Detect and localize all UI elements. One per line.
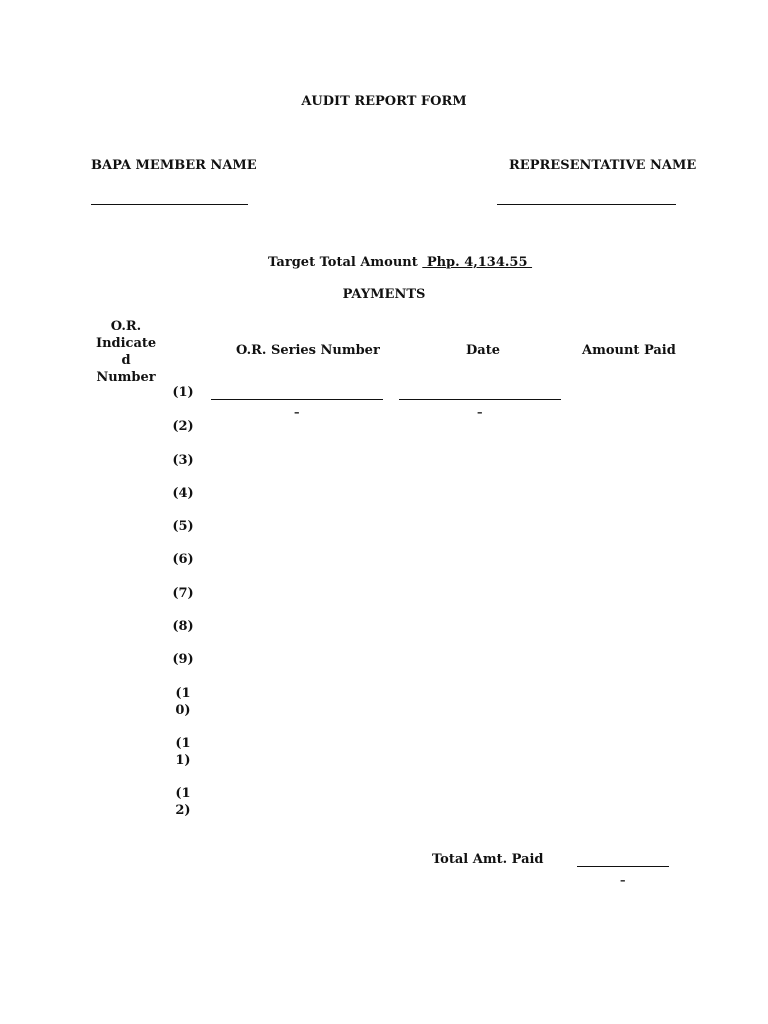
total-dash: – — [620, 874, 626, 887]
header-part: O.R. — [110, 319, 142, 334]
row-number: (8) — [172, 619, 194, 634]
row-number: (5) — [172, 519, 194, 534]
header-or-indicated-number — [96, 318, 156, 386]
target-total-label: Target Total Amount — [268, 255, 418, 270]
header-amount-paid: Amount Paid — [582, 343, 676, 358]
target-total — [268, 255, 532, 270]
header-part: d — [121, 353, 131, 368]
member-name-label: BAPA MEMBER NAME — [91, 158, 257, 173]
target-total-value: Php. 4,134.55 — [422, 255, 533, 270]
representative-name-line[interactable] — [497, 204, 676, 205]
row-1-date-line[interactable] — [399, 399, 561, 400]
row-number: (2) — [172, 419, 194, 434]
form-title: AUDIT REPORT FORM — [301, 94, 467, 109]
row-number: (3) — [172, 453, 194, 468]
row-number: (10) — [175, 686, 191, 718]
header-date: Date — [466, 343, 500, 358]
row-number: (4) — [172, 486, 194, 501]
series-dash: – — [294, 406, 300, 419]
row-number: (6) — [172, 552, 194, 567]
payments-heading: PAYMENTS — [342, 287, 426, 302]
representative-name-label: REPRESENTATIVE NAME — [509, 158, 697, 173]
total-amount-label: Total Amt. Paid — [432, 852, 544, 867]
row-number: (9) — [172, 652, 194, 667]
row-number: (1) — [172, 385, 194, 400]
header-or-series-number: O.R. Series Number — [236, 343, 380, 358]
member-name-line[interactable] — [91, 204, 248, 205]
total-amount-line[interactable] — [577, 866, 669, 867]
header-part: Number — [96, 370, 156, 385]
row-1-series-line[interactable] — [211, 399, 383, 400]
row-number: (12) — [175, 786, 191, 818]
row-number: (7) — [172, 586, 194, 601]
header-part: Indicate — [96, 336, 157, 351]
row-number: (11) — [175, 736, 191, 768]
date-dash: – — [477, 406, 483, 419]
